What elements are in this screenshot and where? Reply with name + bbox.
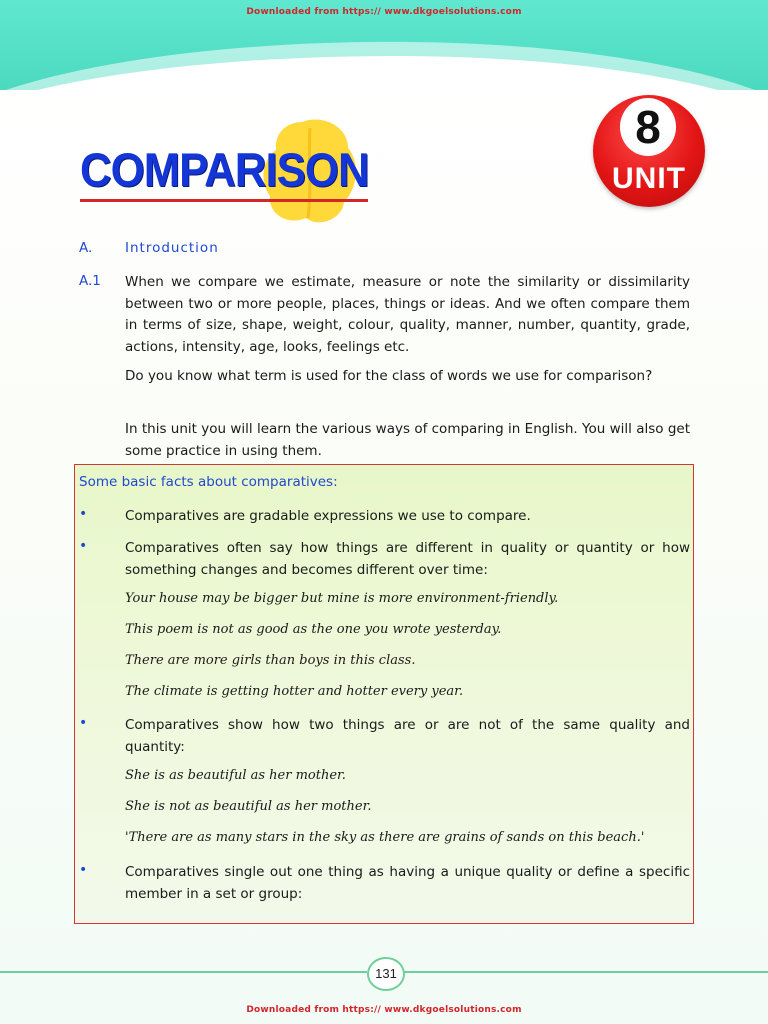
example-sentence: 'There are as many stars in the sky as there are grains of sands on this beach.': [125, 830, 645, 845]
title-underline: [80, 199, 368, 202]
intro-paragraph-1: When we compare we estimate, measure or note the similarity or dissimilarity between two or more people, places, things or ideas. And we often compare them in terms of size, shape, weight, colour, quality, manner, number, quantity, grade, actions, intensity, age, looks, feelings etc.: [125, 274, 690, 355]
fact-item-1: Comparatives are gradable expressions we use to compare.: [125, 508, 531, 524]
fact-item-2: Comparatives often say how things are different in quality or quantity or how something changes and becomes different over time:: [125, 540, 690, 578]
bullet-icon: •: [79, 862, 88, 878]
facts-title: Some basic facts about comparatives:: [79, 474, 338, 490]
fact-item-3: Comparatives show how two things are or are not of the same quality and quantity:: [125, 717, 690, 755]
example-sentence: She is not as beautiful as her mother.: [125, 799, 372, 814]
bullet-icon: •: [79, 506, 88, 522]
bullet-icon: •: [79, 715, 88, 731]
item-number: A.1: [79, 273, 101, 289]
bullet-icon: •: [79, 538, 88, 554]
page-number-line-right: [401, 971, 768, 973]
chapter-title: COMPARISON: [80, 143, 369, 196]
download-source-text-bottom: Downloaded from https:// www.dkgoelsolutions.com: [246, 1005, 522, 1015]
example-sentence: There are more girls than boys in this class.: [125, 653, 416, 668]
page-number: 131: [367, 957, 405, 991]
intro-paragraph-3: In this unit you will learn the various ways of comparing in English. You will also get some practice in using them.: [125, 421, 690, 459]
example-sentence: The climate is getting hotter and hotter every year.: [125, 684, 464, 699]
intro-paragraph-2: Do you know what term is used for the class of words we use for comparison?: [125, 368, 653, 384]
page-number-line-left: [0, 971, 367, 973]
download-source-text-top: Downloaded from https:// www.dkgoelsolutions.com: [246, 7, 522, 17]
unit-label: UNIT: [612, 162, 686, 195]
example-sentence: Your house may be bigger but mine is more environment-friendly.: [125, 591, 559, 606]
example-sentence: This poem is not as good as the one you wrote yesterday.: [125, 622, 502, 637]
unit-number: 8: [620, 98, 676, 156]
section-title: Introduction: [125, 240, 219, 256]
fact-item-4: Comparatives single out one thing as having a unique quality or define a specific member in a set or group:: [125, 864, 690, 902]
example-sentence: She is as beautiful as her mother.: [125, 768, 346, 783]
section-number: A.: [79, 240, 93, 256]
page-number-bar: [0, 957, 768, 987]
